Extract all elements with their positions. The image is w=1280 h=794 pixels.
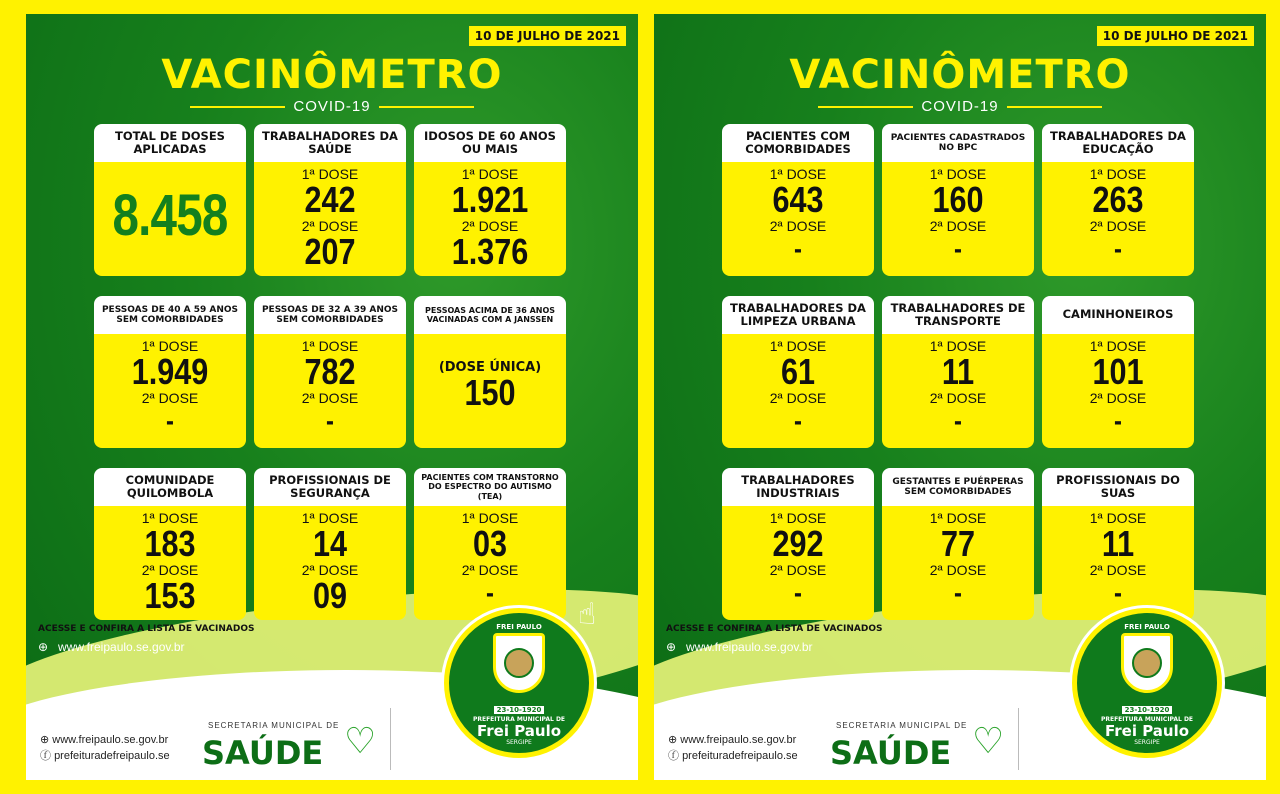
divider <box>379 106 474 108</box>
city-seal <box>1072 608 1222 758</box>
access-text: ACESSE E CONFIRA A LISTA DE VACINADOS <box>666 624 883 634</box>
date-badge: 10 DE JULHO DE 2021 <box>1097 26 1254 46</box>
dose-1-label: 1ª DOSE <box>929 166 987 182</box>
date-badge: 10 DE JULHO DE 2021 <box>469 26 626 46</box>
subtitle: COVID-19 <box>293 98 371 115</box>
seal-city: Frei Paulo <box>476 722 562 740</box>
card-janssen <box>414 296 566 448</box>
heart-plus-icon: ♡ <box>972 721 1005 762</box>
card-title: COMUNIDADE QUILOMBOLA <box>94 468 246 506</box>
card-title: PESSOAS ACIMA DE 36 ANOS VACINADAS COM A JANSSEN <box>414 296 566 334</box>
dose-1-label: 1ª DOSE <box>1089 510 1147 526</box>
seal-city: Frei Paulo <box>1104 722 1190 740</box>
card-title: TRABALHADORES DE TRANSPORTE <box>882 296 1034 334</box>
dose-2-label: 2ª DOSE <box>461 562 519 578</box>
divider <box>818 106 913 108</box>
link-site[interactable]: www.freipaulo.se.gov.br <box>52 734 169 746</box>
social-icons: ⓕ <box>40 750 55 762</box>
secretaria-label: SECRETARIA MUNICIPAL DE <box>836 721 968 730</box>
dose-2-value: - <box>1114 405 1122 436</box>
dose-1-value: 782 <box>304 351 356 392</box>
dose-1-label: 1ª DOSE <box>141 338 199 354</box>
dose-1-label: 1ª DOSE <box>769 338 827 354</box>
dose-2-value: 207 <box>304 231 356 272</box>
card-caminhoneiros <box>1042 296 1194 448</box>
access-text: ACESSE E CONFIRA A LISTA DE VACINADOS <box>38 624 255 634</box>
dose-2-label: 2ª DOSE <box>141 390 199 406</box>
access-url[interactable]: www.freipaulo.se.gov.br <box>58 640 185 654</box>
page-title: VACINÔMETRO <box>789 52 1131 98</box>
dose-2-value: - <box>1114 577 1122 608</box>
card-title: TRABALHADORES DA LIMPEZA URBANA <box>722 296 874 334</box>
city-seal <box>444 608 594 758</box>
divider <box>390 708 391 770</box>
dose-1-label: 1ª DOSE <box>1089 338 1147 354</box>
dose-2-value: - <box>1114 233 1122 264</box>
dose-2-value: 153 <box>144 575 196 616</box>
dose-1-label: 1ª DOSE <box>769 166 827 182</box>
city-crest-icon <box>493 633 545 693</box>
dose-2-label: 2ª DOSE <box>301 218 359 234</box>
dose-2-label: 2ª DOSE <box>769 218 827 234</box>
dose-2-value: - <box>794 405 802 436</box>
seal-top-text: FREI PAULO <box>1124 623 1170 631</box>
footer-links <box>40 732 170 764</box>
dose-2-value: - <box>794 233 802 264</box>
divider <box>1018 708 1019 770</box>
card-comorbidades <box>722 124 874 276</box>
dose-2-value: - <box>954 577 962 608</box>
dose-2-label: 2ª DOSE <box>461 218 519 234</box>
globe-icon: ⊕ <box>668 734 681 746</box>
card-title: PROFISSIONAIS DO SUAS <box>1042 468 1194 506</box>
dose-1-label: 1ª DOSE <box>929 338 987 354</box>
dose-2-label: 2ª DOSE <box>929 218 987 234</box>
seal-state: SERGIPE <box>506 739 532 746</box>
dose-1-label: 1ª DOSE <box>769 510 827 526</box>
card-quilombola <box>94 468 246 620</box>
dose-1-value: 77 <box>940 523 976 564</box>
single-dose-value: 150 <box>464 372 516 413</box>
dose-1-value: 61 <box>780 351 816 392</box>
dose-2-label: 2ª DOSE <box>1089 218 1147 234</box>
card-total-doses <box>94 124 246 276</box>
dose-2-value: - <box>486 577 494 608</box>
card-title: CAMINHONEIROS <box>1042 296 1194 334</box>
card-industriais <box>722 468 874 620</box>
card-title: PESSOAS DE 40 A 59 ANOS SEM COMORBIDADES <box>94 296 246 334</box>
dose-2-value: - <box>954 233 962 264</box>
globe-icon: ⊕ <box>40 734 53 746</box>
dose-2-label: 2ª DOSE <box>1089 390 1147 406</box>
card-title: PROFISSIONAIS DE SEGURANÇA <box>254 468 406 506</box>
dose-1-value: 03 <box>472 523 508 564</box>
dose-2-value: - <box>326 405 334 436</box>
card-title: PACIENTES COM TRANSTORNO DO ESPECTRO DO AUTISMO (TEA) <box>414 468 566 506</box>
seal-date: 23-10-1920 <box>494 706 545 714</box>
card-title: IDOSOS DE 60 ANOS OU MAIS <box>414 124 566 162</box>
link-social[interactable]: prefeituradefreipaulo.se <box>54 750 170 762</box>
subtitle: COVID-19 <box>921 98 999 115</box>
card-title: GESTANTES E PUÉRPERAS SEM COMORBIDADES <box>882 468 1034 506</box>
card-title: PACIENTES CADASTRADOS NO BPC <box>882 124 1034 162</box>
heart-plus-icon: ♡ <box>344 721 377 762</box>
dose-2-label: 2ª DOSE <box>929 562 987 578</box>
dose-1-value: 1.921 <box>451 179 529 220</box>
card-32-39 <box>254 296 406 448</box>
seal-top-text: FREI PAULO <box>496 623 542 631</box>
card-40-59 <box>94 296 246 448</box>
dose-1-value: 14 <box>312 523 348 564</box>
dose-1-value: 11 <box>941 351 975 392</box>
card-title: TOTAL DE DOSES APLICADAS <box>94 124 246 162</box>
card-trabalhadores-saude <box>254 124 406 276</box>
dose-1-label: 1ª DOSE <box>1089 166 1147 182</box>
dose-2-value: 09 <box>312 575 348 616</box>
divider <box>1007 106 1102 108</box>
dose-2-label: 2ª DOSE <box>929 390 987 406</box>
link-social[interactable]: prefeituradefreipaulo.se <box>682 750 798 762</box>
card-transporte <box>882 296 1034 448</box>
seal-date: 23-10-1920 <box>1122 706 1173 714</box>
saude-logo-text: SAÚDE <box>830 734 952 772</box>
dose-1-label: 1ª DOSE <box>301 338 359 354</box>
card-educacao <box>1042 124 1194 276</box>
card-tea <box>414 468 566 620</box>
dose-2-label: 2ª DOSE <box>301 390 359 406</box>
card-title: PACIENTES COM COMORBIDADES <box>722 124 874 162</box>
page-title: VACINÔMETRO <box>161 52 503 98</box>
card-title: TRABALHADORES DA SAÚDE <box>254 124 406 162</box>
dose-1-label: 1ª DOSE <box>301 166 359 182</box>
globe-icon: ⊕ <box>666 640 677 654</box>
dose-1-value: 183 <box>144 523 196 564</box>
dose-1-label: 1ª DOSE <box>929 510 987 526</box>
link-site[interactable]: www.freipaulo.se.gov.br <box>680 734 797 746</box>
dose-1-value: 263 <box>1092 179 1144 220</box>
card-title: PESSOAS DE 32 A 39 ANOS SEM COMORBIDADES <box>254 296 406 334</box>
subtitle-row <box>654 98 1266 115</box>
city-crest-icon <box>1121 633 1173 693</box>
dose-1-value: 242 <box>304 179 356 220</box>
secretaria-label: SECRETARIA MUNICIPAL DE <box>208 721 340 730</box>
single-dose-label: (DOSE ÚNICA) <box>438 360 542 375</box>
dose-2-label: 2ª DOSE <box>769 562 827 578</box>
dose-1-value: 160 <box>932 179 984 220</box>
dose-2-label: 2ª DOSE <box>1089 562 1147 578</box>
dose-2-label: 2ª DOSE <box>769 390 827 406</box>
divider <box>190 106 285 108</box>
poster-left <box>26 14 638 780</box>
card-bpc <box>882 124 1034 276</box>
globe-icon: ⊕ <box>38 640 49 654</box>
dose-2-label: 2ª DOSE <box>141 562 199 578</box>
hand-pointer-icon: ☝ <box>578 597 597 632</box>
dose-2-value: - <box>794 577 802 608</box>
poster-right <box>654 14 1266 780</box>
card-limpeza <box>722 296 874 448</box>
dose-1-label: 1ª DOSE <box>461 166 519 182</box>
seal-state: SERGIPE <box>1134 739 1160 746</box>
saude-logo-text: SAÚDE <box>202 734 324 772</box>
dose-2-value: - <box>166 405 174 436</box>
dose-2-label: 2ª DOSE <box>301 562 359 578</box>
dose-1-value: 1.949 <box>131 351 209 392</box>
subtitle-row <box>26 98 638 115</box>
dose-1-value: 643 <box>772 179 824 220</box>
card-title: TRABALHADORES DA EDUCAÇÃO <box>1042 124 1194 162</box>
card-title: TRABALHADORES INDUSTRIAIS <box>722 468 874 506</box>
access-url[interactable]: www.freipaulo.se.gov.br <box>686 640 813 654</box>
card-suas <box>1042 468 1194 620</box>
dose-1-value: 292 <box>772 523 824 564</box>
dose-1-label: 1ª DOSE <box>301 510 359 526</box>
dose-1-value: 101 <box>1092 351 1144 392</box>
seal-prefeitura: PREFEITURA MUNICIPAL DE <box>1100 716 1194 723</box>
card-seguranca <box>254 468 406 620</box>
dose-2-value: 1.376 <box>451 231 529 272</box>
dose-2-value: - <box>954 405 962 436</box>
total-value: 8.458 <box>112 183 228 248</box>
seal-prefeitura: PREFEITURA MUNICIPAL DE <box>472 716 566 723</box>
social-icons: ⓕ <box>668 750 683 762</box>
dose-1-label: 1ª DOSE <box>141 510 199 526</box>
card-idosos <box>414 124 566 276</box>
dose-1-value: 11 <box>1101 523 1135 564</box>
footer-links <box>668 732 798 764</box>
card-gestantes <box>882 468 1034 620</box>
dose-1-label: 1ª DOSE <box>461 510 519 526</box>
